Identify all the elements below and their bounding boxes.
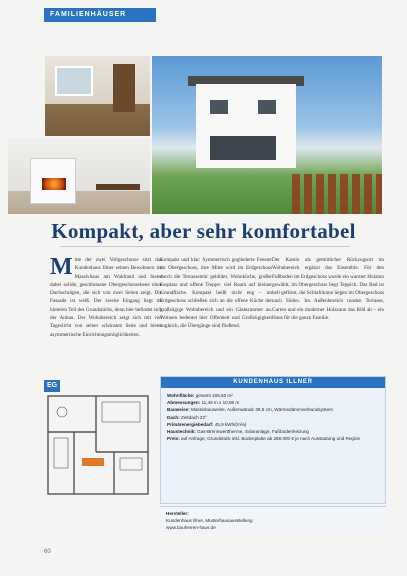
spec-row <box>167 435 379 442</box>
house-exterior-photo <box>152 56 382 214</box>
spec-label: Wohnfläche: <box>167 393 195 398</box>
plan-fixture <box>57 407 67 417</box>
interior-living-photo <box>45 56 150 136</box>
spec-value: Gas-Brennwerttherme, Solaranlage, Fußbodenheizung <box>195 429 309 435</box>
kundenhaus-info-box <box>160 376 386 504</box>
article-column-2 <box>160 256 272 366</box>
fire-shape <box>42 178 66 190</box>
column-text: Der Kamin als gemütlicher Rückzugsort im Wohnbereich ergänzt das Ensemble. Für den Fußboden im Erdgeschoss wurde ein warmer Holzton gewählt, im Obergeschoss liegt Teppich. Das Bad ist hell gefliest, die Schlafräume liegen im Obergeschoss nach Süden. Im Außenbereich runden Terrasse, Garten und ein moderner Holzzaun das Bild ab – ein Haus für die ganze Familie. <box>272 257 384 322</box>
window-shape <box>258 100 276 114</box>
spec-value: gesamt 165,50 m² <box>194 393 233 398</box>
manufacturer-line: Kundenhaus Illner, Musterhausausstellung <box>166 518 253 523</box>
spec-label: Dach: <box>167 414 180 420</box>
spec-value: Zeltdach 22° <box>179 414 207 420</box>
spec-row <box>167 414 379 421</box>
article-column-1 <box>50 256 162 366</box>
terrace-door-shape <box>210 136 276 160</box>
spec-row <box>167 406 379 413</box>
headline-divider <box>60 246 350 247</box>
article-column-3 <box>272 256 384 366</box>
floor-label-badge: EG <box>44 380 60 392</box>
spec-row <box>167 421 379 428</box>
window-shape <box>210 100 228 114</box>
plan-sofa <box>120 458 142 470</box>
spec-label: Primärenergiebedarf: <box>167 421 214 427</box>
spec-value: 11,49 m x 10,96 m <box>200 400 240 406</box>
spec-value: Massivbauweise, Außenwände 36,5 cm, Wärmedämmverbundsystem <box>189 407 333 413</box>
manufacturer-website: www.bauherren-haus.de <box>166 525 216 530</box>
plan-kitchen-counter <box>82 458 104 466</box>
fence-shape <box>292 174 382 214</box>
section-label: FAMILIENHÄUSER <box>44 8 156 22</box>
spec-label: Abmessungen: <box>167 400 201 406</box>
plan-stairs <box>54 438 68 468</box>
floor-plan-drawing <box>44 392 152 498</box>
article-headline: Kompakt, aber sehr komfortabel <box>51 219 356 243</box>
spec-row <box>167 399 379 406</box>
spec-label: Preis: <box>167 436 180 442</box>
table-shape <box>96 184 140 190</box>
spec-row <box>167 392 379 399</box>
spec-value: auf Anfrage, Grundstück inkl. Bodenplatte ab 289.000 € je nach Ausstattung und Region <box>179 436 361 442</box>
plan-outer-wall <box>48 396 148 494</box>
page-number: 60 <box>44 549 51 555</box>
photo-window-shape <box>55 66 93 96</box>
column-text: itte der zwei Vollgeschosse sitzt das Kundenhaus Illner seinen Bewohnern im Massivhaus am Waldrand und bietet dabei solide, geschlossene Obergeschossebene ohne Dachschrägen, die sich von zwei Seiten zeigt. Die Fassade ist weiß. Der zweite Eingang liegt im hinteren Teil des Grundstücks, denn hier befindet sich der Anbau. Der Wohnbereich zeigt sich mit viel Tageslicht von seiner schönsten Seite und bietet asymmetrische Einrichtungsmöglichkeiten. <box>50 257 162 338</box>
spec-value: 45,9 kWh/(m²a) <box>213 421 247 427</box>
spec-row <box>167 428 379 435</box>
spec-label: Haustechnik: <box>167 429 196 435</box>
photo-door-shape <box>113 64 135 112</box>
spec-list <box>161 388 385 442</box>
spec-label: Bauweise: <box>167 407 190 413</box>
drop-cap: M <box>50 256 73 280</box>
plan-dining-table <box>102 402 140 422</box>
fireplace-photo <box>8 138 150 214</box>
info-box-title: KUNDENHAUS ILLNER <box>161 377 385 388</box>
manufacturer-label: Hersteller: <box>166 511 189 516</box>
column-text: Kompakt und klar: Symmetrisch gegliederte Fenster im Obergeschoss, ihre Mitte wird im Erdgeschoss durch die Terrassentür gebildet. Wohnküche, großer Essplatz und offene Treppe: viel Raum auf kleiner Grundfläche. Kompakt heißt nicht eng – im Erdgeschoss schließen sich an die offene Küche der großzügige Wohnbereich und ein Gästezimmer an. Wohnen bedeutet hier Offenheit und Großzügigkeit zugleich, die Übergänge sind fließend. <box>160 257 272 330</box>
manufacturer-info <box>160 506 386 536</box>
